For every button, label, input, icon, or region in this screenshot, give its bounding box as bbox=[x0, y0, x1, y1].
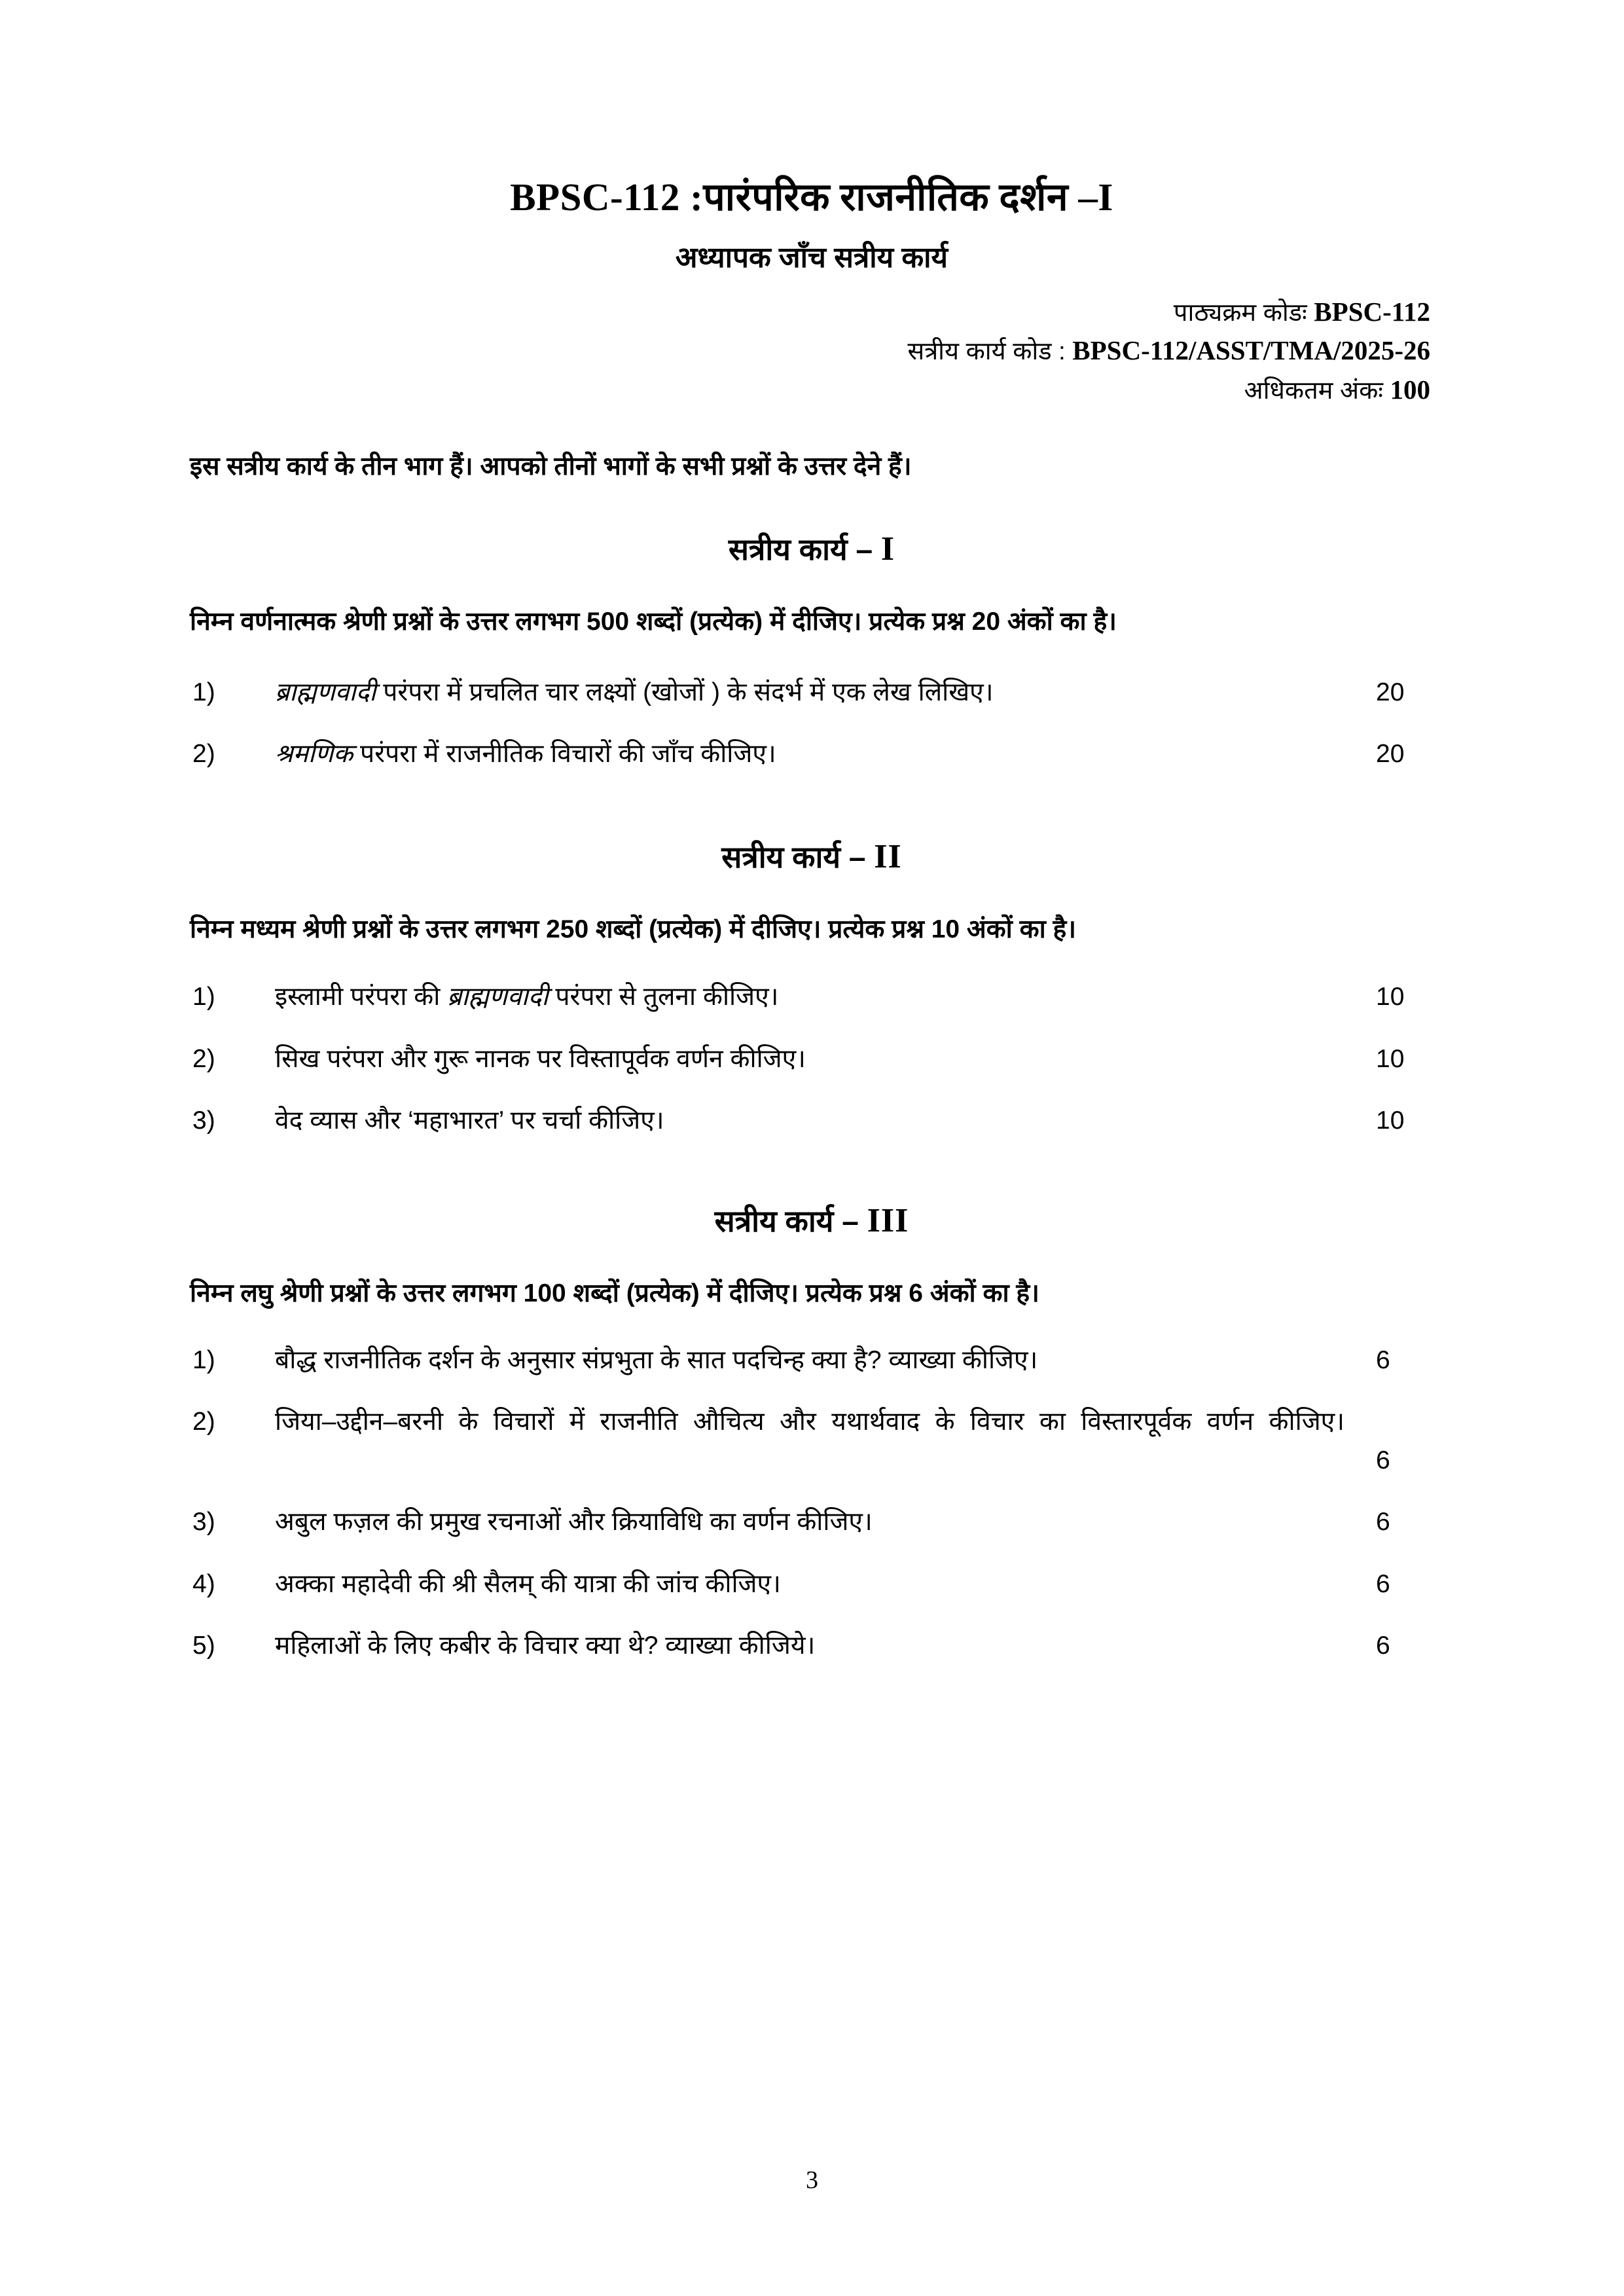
question-row bbox=[190, 1565, 1434, 1604]
question-list-1 bbox=[190, 641, 1434, 774]
section-heading-text-2: सत्रीय कार्य – bbox=[721, 839, 866, 874]
question-number: 4) bbox=[192, 1569, 215, 1598]
question-italic-term: श्रमणिक bbox=[275, 740, 353, 769]
question-row bbox=[190, 1102, 1434, 1140]
question-marks: 6 bbox=[1376, 1631, 1390, 1660]
question-text bbox=[275, 735, 1362, 774]
question-text: अबुल फज़ल की प्रमुख रचनाओं और क्रियाविधि का वर्णन कीजिए। bbox=[275, 1508, 873, 1537]
section-instruction-1: निम्न वर्णनात्मक श्रेणी प्रश्नों के उत्तर लगभग 500 शब्दों (प्रत्येक) में दीजिए। प्रत्येक प्रश्न 20 अंकों का है। bbox=[190, 607, 1117, 636]
question-text bbox=[275, 674, 1362, 712]
question-body: परंपरा में राजनीतिक विचारों की जाँच कीजिए। bbox=[353, 740, 776, 769]
intro-instruction: इस सत्रीय कार्य के तीन भाग हैं। आपको तीनों भागों के सभी प्रश्नों के उत्तर देने हैं। bbox=[190, 452, 912, 481]
section-instruction-2: निम्न मध्यम श्रेणी प्रश्नों के उत्तर लगभग 250 शब्दों (प्रत्येक) में दीजिए। प्रत्येक प्रश्न 10 अंकों का है। bbox=[190, 915, 1076, 943]
question-text: वेद व्यास और ‘महाभारत’ पर चर्चा कीजिए। bbox=[275, 1106, 664, 1135]
question-row bbox=[190, 674, 1434, 712]
question-text: सिख परंपरा और गुरू नानक पर विस्तापूर्वक वर्णन कीजिए। bbox=[275, 1044, 806, 1073]
max-marks-label: अधिकतम अंकः bbox=[1244, 376, 1383, 405]
question-row bbox=[190, 978, 1434, 1017]
section-heading-roman-2: II bbox=[874, 837, 902, 875]
question-italic-term: ब्राह्मणवादी bbox=[447, 983, 549, 1011]
question-marks: 20 bbox=[1376, 740, 1405, 769]
question-number: 5) bbox=[192, 1631, 215, 1660]
question-row bbox=[190, 735, 1434, 774]
question-number: 3) bbox=[192, 1106, 215, 1135]
question-row bbox=[190, 1040, 1434, 1079]
section-heading-1 bbox=[190, 484, 1434, 570]
course-code-label: पाठ्यक्रम कोडः bbox=[1173, 299, 1307, 327]
meta-block bbox=[190, 276, 1434, 409]
question-text: अक्का महादेवी की श्री सैलम् की यात्रा की जांच कीजिए। bbox=[275, 1569, 781, 1598]
section-heading-roman-3: III bbox=[867, 1201, 909, 1239]
question-body-before: इस्लामी परंपरा की bbox=[275, 983, 448, 1011]
question-text bbox=[275, 978, 1362, 1017]
section-assignment-2 bbox=[190, 774, 1434, 1140]
question-marks: 6 bbox=[1376, 1345, 1390, 1374]
assignment-code-label: सत्रीय कार्य कोड : bbox=[907, 338, 1066, 366]
question-number: 1) bbox=[192, 678, 215, 706]
question-body-after: परंपरा से तुलना कीजिए। bbox=[548, 983, 779, 1011]
question-marks: 10 bbox=[1376, 1106, 1405, 1135]
question-number: 1) bbox=[192, 983, 215, 1011]
question-number: 2) bbox=[192, 1408, 215, 1436]
question-row bbox=[190, 1403, 1434, 1480]
course-code-line bbox=[190, 293, 1430, 331]
section-instruction-3: निम्न लघु श्रेणी प्रश्नों के उत्तर लगभग 100 शब्दों (प्रत्येक) में दीजिए। प्रत्येक प्रश्न 6 अंकों का है। bbox=[190, 1279, 1039, 1308]
page-number: 3 bbox=[806, 2166, 818, 2194]
course-code-value: BPSC-112 bbox=[1314, 296, 1430, 327]
question-list-3 bbox=[190, 1313, 1434, 1666]
question-number: 1) bbox=[192, 1345, 215, 1374]
question-marks: 10 bbox=[1376, 983, 1405, 1011]
section-heading-text-3: सत्रीय कार्य – bbox=[714, 1203, 859, 1238]
question-marks: 20 bbox=[1376, 678, 1405, 706]
question-marks: 6 bbox=[1376, 1446, 1390, 1474]
question-text: जिया–उद्दीन–बरनी के विचारों में राजनीति औचित्य और यथार्थवाद के विचार का विस्तारपूर्वक वर्णन कीजिए। bbox=[275, 1408, 1344, 1436]
question-marks: 10 bbox=[1376, 1044, 1405, 1073]
question-number: 2) bbox=[192, 1044, 215, 1073]
question-number: 3) bbox=[192, 1508, 215, 1537]
max-marks-value: 100 bbox=[1390, 374, 1430, 405]
question-body: परंपरा में प्रचलित चार लक्ष्यों (खोजों ) के संदर्भ में एक लेख लिखिए। bbox=[376, 678, 994, 706]
assignment-code-value: BPSC-112/ASST/TMA/2025-26 bbox=[1072, 335, 1430, 366]
question-text: महिलाओं के लिए कबीर के विचार क्या थे? व्याख्या कीजिये। bbox=[275, 1631, 816, 1660]
max-marks-line bbox=[190, 371, 1430, 409]
question-italic-term: ब्राह्मणवादी bbox=[275, 678, 376, 706]
section-assignment-3 bbox=[190, 1140, 1434, 1666]
assignment-code-line bbox=[190, 331, 1430, 370]
question-marks: 6 bbox=[1376, 1508, 1390, 1537]
section-heading-text-1: सत्रीय कार्य – bbox=[728, 532, 873, 566]
question-list-2 bbox=[190, 948, 1434, 1140]
section-heading-3 bbox=[190, 1140, 1434, 1241]
page-content bbox=[190, 0, 1434, 1666]
section-assignment-1 bbox=[190, 484, 1434, 774]
question-row bbox=[190, 1503, 1434, 1542]
section-heading-roman-1: I bbox=[880, 530, 895, 568]
question-row bbox=[190, 1341, 1434, 1380]
page-title: BPSC-112 :पारंपरिक राजनीतिक दर्शन –I bbox=[510, 175, 1113, 219]
page-subtitle: अध्यापक जाँच सत्रीय कार्य bbox=[675, 241, 948, 274]
section-heading-2 bbox=[190, 774, 1434, 877]
question-number: 2) bbox=[192, 740, 215, 769]
question-text: बौद्ध राजनीतिक दर्शन के अनुसार संप्रभुता के सात पदचिन्ह क्या है? व्याख्या कीजिए। bbox=[275, 1345, 1038, 1374]
question-row bbox=[190, 1627, 1434, 1666]
question-marks: 6 bbox=[1376, 1569, 1390, 1598]
